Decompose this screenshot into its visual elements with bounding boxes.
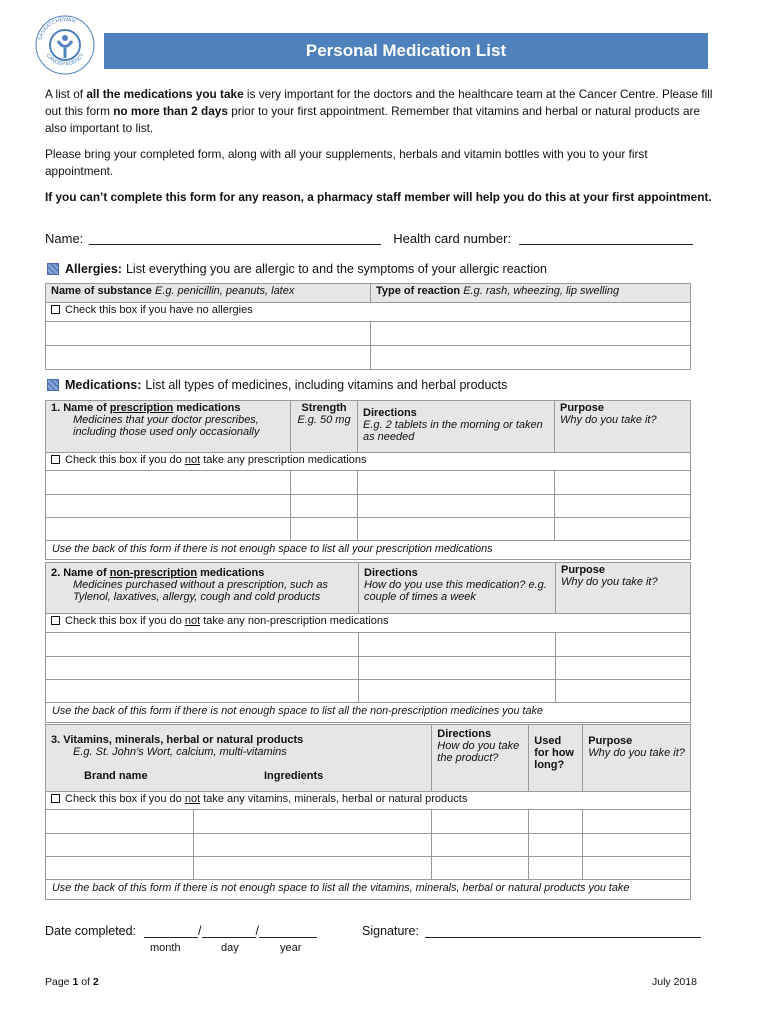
rx-name-header: 1. Name of prescription medications Medicines that your doctor prescribes, including those used only occasionally	[46, 401, 291, 453]
allergy-reaction-header: Type of reaction E.g. rash, wheezing, lip swelling	[371, 284, 691, 303]
rx-directions-header: Directions E.g. 2 tablets in the morning or taken as needed	[358, 401, 555, 453]
intro-paragraph-3: If you can’t complete this form for any reason, a pharmacy staff member will help you do this at your first appointment.	[45, 190, 712, 204]
svg-text:CANCER AGENCY: CANCER AGENCY	[44, 52, 86, 68]
vitamins-table	[45, 724, 691, 900]
signature-field[interactable]	[425, 924, 701, 938]
table-row	[46, 810, 691, 834]
nonrx-directions-header: Directions How do you use this medication? e.g. couple of times a week	[359, 563, 556, 614]
table-row	[46, 657, 691, 680]
nonrx-name-header: 2. Name of non-prescription medications Medicines purchased without a prescription, such as Tylenol, laxatives, allergy, cough and cold products	[46, 563, 359, 614]
rx-purpose-header: Purpose Why do you take it?	[555, 401, 691, 453]
svg-text:SASKATCHEWAN: SASKATCHEWAN	[37, 16, 77, 42]
rx-overflow-note: Use the back of this form if there is not enough space to list all your prescription medications	[46, 541, 691, 560]
no-rx-checkbox-row[interactable]: Check this box if you do not take any prescription medications	[46, 453, 691, 471]
table-row	[46, 834, 691, 857]
date-completed-field: Date completed: / /	[45, 924, 317, 938]
year-field[interactable]	[259, 924, 317, 938]
date-completed-label: Date completed:	[45, 924, 137, 938]
signature-label: Signature:	[362, 924, 419, 938]
section-square-icon	[47, 263, 59, 275]
month-field[interactable]	[144, 924, 198, 938]
no-vitamins-checkbox-row[interactable]: Check this box if you do not take any vitamins, minerals, herbal or natural products	[46, 792, 691, 810]
intro-paragraph-1: A list of all the medications you take is very important for the doctors and the healthcare team at the Cancer Centre. Please fill out this form no more than 2 days prior to your first appointment. Remember that vitamins and herbal or natural products are also important to list.	[45, 87, 713, 135]
health-card-field[interactable]	[519, 231, 693, 245]
table-row	[46, 633, 691, 657]
page-title: Personal Medication List	[104, 33, 708, 69]
vit-directions-header: Directions How do you take the product?	[432, 725, 529, 792]
section-square-icon	[47, 379, 59, 391]
no-allergies-checkbox-row[interactable]: Check this box if you have no allergies	[46, 303, 691, 322]
brand-name-label: Brand name	[84, 770, 148, 782]
year-caption: year	[280, 942, 302, 954]
signature-field-group	[362, 924, 701, 938]
vit-name-header: 3. Vitamins, minerals, herbal or natural products E.g. St. John’s Wort, calcium, multi-vitamins Brand name Ingredients	[46, 725, 432, 792]
revision-date: July 2018	[652, 976, 697, 988]
checkbox-icon[interactable]	[51, 455, 60, 464]
nonrx-overflow-note: Use the back of this form if there is not enough space to list all the non-prescription medicines you take	[46, 703, 691, 723]
name-label: Name:	[45, 231, 84, 246]
vit-used-header: Used for how long?	[529, 725, 583, 792]
medications-heading: Medications: List all types of medicines, including vitamins and herbal products	[47, 378, 507, 392]
checkbox-icon[interactable]	[51, 794, 60, 803]
allergies-table	[45, 283, 691, 370]
checkbox-icon[interactable]	[51, 305, 60, 314]
checkbox-icon[interactable]	[51, 616, 60, 625]
nonrx-purpose-header: Purpose Why do you take it?	[556, 563, 691, 614]
no-nonrx-checkbox-row[interactable]: Check this box if you do not take any non-prescription medications	[46, 614, 691, 633]
agency-logo	[34, 14, 96, 76]
allergy-substance-header: Name of substance E.g. penicillin, peanuts, latex	[46, 284, 371, 303]
table-row	[46, 346, 691, 370]
intro-paragraph-2: Please bring your completed form, along with all your supplements, herbals and vitamin bottles with you to your first appointment.	[45, 147, 648, 178]
prescription-table	[45, 400, 691, 560]
nonprescription-table	[45, 562, 691, 723]
identity-fields	[45, 231, 705, 246]
day-field[interactable]	[202, 924, 256, 938]
vit-overflow-note: Use the back of this form if there is not enough space to list all the vitamins, minerals, herbal or natural products you take	[46, 880, 691, 900]
table-row	[46, 518, 691, 541]
rx-strength-header: Strength E.g. 50 mg	[291, 401, 358, 453]
table-row	[46, 322, 691, 346]
allergies-heading: Allergies: List everything you are allergic to and the symptoms of your allergic reaction	[47, 262, 547, 276]
vit-purpose-header: Purpose Why do you take it?	[583, 725, 691, 792]
table-row	[46, 471, 691, 495]
name-field[interactable]	[89, 231, 381, 245]
month-caption: month	[150, 942, 181, 954]
page-number: Page 1 of 2	[45, 976, 99, 988]
day-caption: day	[221, 942, 239, 954]
table-row	[46, 495, 691, 518]
health-card-label: Health card number:	[393, 231, 512, 246]
table-row	[46, 857, 691, 880]
table-row	[46, 680, 691, 703]
ingredients-label: Ingredients	[264, 770, 324, 782]
